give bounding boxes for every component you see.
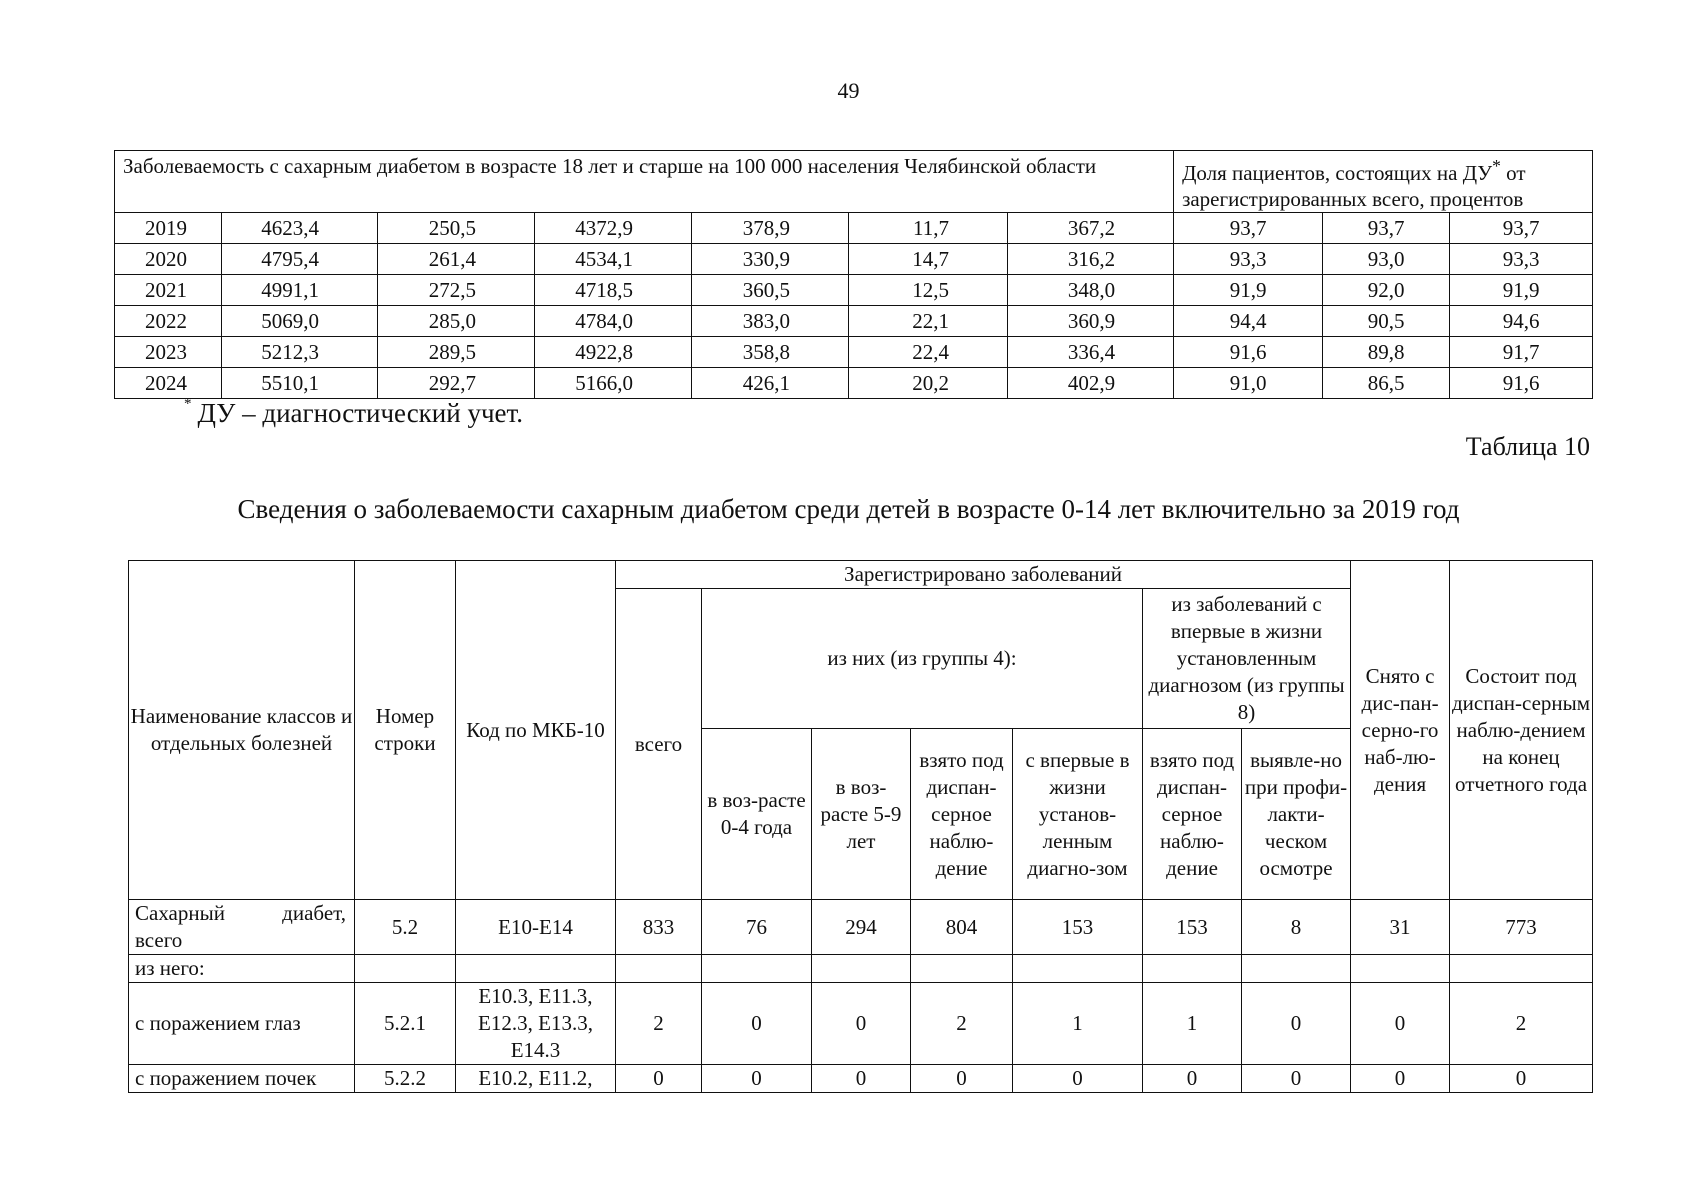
header-under-observation: Состоит под диспан-серным наблю-дением на конец отчетного года xyxy=(1450,561,1593,900)
table2-cell-c6 xyxy=(1143,955,1242,983)
table2-cell-c2: 0 xyxy=(702,1065,812,1093)
table1-cell-v5: 20,2 xyxy=(849,368,1008,399)
footnote-mark: * xyxy=(184,396,192,412)
table2-cell-c9: 2 xyxy=(1450,983,1593,1065)
page-number: 49 xyxy=(837,78,860,103)
table2-cell-c3: 0 xyxy=(812,1065,911,1093)
table2-cell-num: 5.2 xyxy=(355,900,456,955)
table1-cell-year: 2020 xyxy=(115,244,222,275)
table1-cell-v4: 426,1 xyxy=(692,368,849,399)
table2-cell-name: с поражением глаз xyxy=(129,983,355,1065)
table1-cell-p2: 86,5 xyxy=(1323,368,1450,399)
table2-cell-c1: 833 xyxy=(616,900,702,955)
table1-cell-p3: 91,7 xyxy=(1450,337,1593,368)
table1-cell-p1: 91,6 xyxy=(1174,337,1323,368)
table-label: Таблица 10 xyxy=(1465,432,1590,461)
table1-cell-v3: 4372,9 xyxy=(535,213,692,244)
table2-cell-c2 xyxy=(702,955,812,983)
header-first-time: из заболеваний с впервые в жизни установленным диагнозом (из группы 8) xyxy=(1143,589,1351,729)
table2-cell-c7 xyxy=(1242,955,1351,983)
table1-cell-v1: 4991,1 xyxy=(222,275,378,306)
table1-cell-p3: 94,6 xyxy=(1450,306,1593,337)
header-age-0-4: в воз-расте 0-4 года xyxy=(702,729,812,900)
table2-cell-c2: 76 xyxy=(702,900,812,955)
table1-cell-v4: 378,9 xyxy=(692,213,849,244)
table2-cell-c5: 1 xyxy=(1013,983,1143,1065)
table1-cell-v5: 22,4 xyxy=(849,337,1008,368)
table1-header-left: Заболеваемость с сахарным диабетом в возрасте 18 лет и старше на 100 000 населения Челябинской области xyxy=(115,151,1174,213)
table-row xyxy=(129,1065,1593,1093)
table1-cell-v2: 289,5 xyxy=(378,337,535,368)
table2-cell-c7: 8 xyxy=(1242,900,1351,955)
table1-cell-v2: 272,5 xyxy=(378,275,535,306)
table-row xyxy=(115,337,1593,368)
header-name: Наименование классов и отдельных болезней xyxy=(129,561,355,900)
table1-cell-v4: 330,9 xyxy=(692,244,849,275)
table1-cell-v6: 367,2 xyxy=(1008,213,1174,244)
table1-cell-p1: 91,9 xyxy=(1174,275,1323,306)
table1-cell-v1: 4795,4 xyxy=(222,244,378,275)
table1-cell-year: 2022 xyxy=(115,306,222,337)
table2-cell-code: E10.3, E11.3, E12.3, E13.3, E14.3 xyxy=(456,983,616,1065)
table2-cell-c4: 0 xyxy=(911,1065,1013,1093)
table2-cell-c1 xyxy=(616,955,702,983)
table2-cell-name: с поражением почек xyxy=(129,1065,355,1093)
table1-cell-p1: 91,0 xyxy=(1174,368,1323,399)
header-total: всего xyxy=(616,589,702,900)
table2-cell-c5: 0 xyxy=(1013,1065,1143,1093)
table-row xyxy=(115,306,1593,337)
table2-cell-c6: 0 xyxy=(1143,1065,1242,1093)
incidence-table xyxy=(114,150,1593,399)
table1-cell-p3: 91,9 xyxy=(1450,275,1593,306)
header-removed: Снято с дис-пан-серно-го наб-лю-дения xyxy=(1351,561,1450,900)
table2-cell-c8: 31 xyxy=(1351,900,1450,955)
children-diabetes-table xyxy=(128,560,1593,1093)
table2-cell-name: Сахарный диабет, всего xyxy=(129,900,355,955)
table1-cell-v6: 348,0 xyxy=(1008,275,1174,306)
table1-cell-p1: 94,4 xyxy=(1174,306,1323,337)
table1-cell-p2: 89,8 xyxy=(1323,337,1450,368)
table-row xyxy=(115,275,1593,306)
table2-cell-c4: 804 xyxy=(911,900,1013,955)
table2-cell-code: E10-E14 xyxy=(456,900,616,955)
table2-cell-c5 xyxy=(1013,955,1143,983)
table-row xyxy=(115,213,1593,244)
table1-cell-v5: 14,7 xyxy=(849,244,1008,275)
table2-cell-c3: 0 xyxy=(812,983,911,1065)
table2-cell-c3: 294 xyxy=(812,900,911,955)
table2-cell-c4: 2 xyxy=(911,983,1013,1065)
table1-cell-v1: 5069,0 xyxy=(222,306,378,337)
table1-cell-v5: 11,7 xyxy=(849,213,1008,244)
header-first-diagnosis: с впервые в жизни установ-ленным диагно-зом xyxy=(1013,729,1143,900)
table1-cell-v5: 12,5 xyxy=(849,275,1008,306)
table1-cell-v1: 4623,4 xyxy=(222,213,378,244)
table2-cell-num xyxy=(355,955,456,983)
table2-cell-c8: 0 xyxy=(1351,983,1450,1065)
header-of-them: из них (из группы 4): xyxy=(702,589,1143,729)
table2-cell-c8 xyxy=(1351,955,1450,983)
table1-cell-v4: 360,5 xyxy=(692,275,849,306)
table2-cell-c1: 2 xyxy=(616,983,702,1065)
table2-cell-c4 xyxy=(911,955,1013,983)
table2-cell-c7: 0 xyxy=(1242,1065,1351,1093)
table2-cell-c1: 0 xyxy=(616,1065,702,1093)
table2-cell-num: 5.2.2 xyxy=(355,1065,456,1093)
table1-cell-p3: 91,6 xyxy=(1450,368,1593,399)
table2-cell-c6: 153 xyxy=(1143,900,1242,955)
header-disp: взято под диспан-серное наблю-дение xyxy=(911,729,1013,900)
table-row xyxy=(115,368,1593,399)
footnote xyxy=(184,398,523,429)
table1-cell-v2: 292,7 xyxy=(378,368,535,399)
table2-cell-c5: 153 xyxy=(1013,900,1143,955)
table-row xyxy=(129,983,1593,1065)
table1-cell-v4: 358,8 xyxy=(692,337,849,368)
table1-header-right: Доля пациентов, состоящих на ДУ* от зарегистрированных всего, процентов xyxy=(1174,151,1593,213)
footnote-text: ДУ – диагностический учет. xyxy=(197,398,524,428)
table-row xyxy=(129,955,1593,983)
table1-cell-v3: 4534,1 xyxy=(535,244,692,275)
table2-cell-c9: 0 xyxy=(1450,1065,1593,1093)
table2-cell-name: из него: xyxy=(129,955,355,983)
table1-cell-v2: 250,5 xyxy=(378,213,535,244)
header-prophylactic: выявле-но при профи-лакти-ческом осмотре xyxy=(1242,729,1351,900)
table2-cell-code: E10.2, E11.2, xyxy=(456,1065,616,1093)
header-age-5-9: в воз-расте 5-9 лет xyxy=(812,729,911,900)
table1-cell-year: 2019 xyxy=(115,213,222,244)
table1-cell-v4: 383,0 xyxy=(692,306,849,337)
table1-cell-year: 2023 xyxy=(115,337,222,368)
table2-cell-c3 xyxy=(812,955,911,983)
table-row xyxy=(115,244,1593,275)
table1-cell-year: 2024 xyxy=(115,368,222,399)
table1-cell-v2: 261,4 xyxy=(378,244,535,275)
table2-cell-c9: 773 xyxy=(1450,900,1593,955)
table1-cell-v6: 316,2 xyxy=(1008,244,1174,275)
table1-cell-v6: 336,4 xyxy=(1008,337,1174,368)
table1-cell-v3: 5166,0 xyxy=(535,368,692,399)
table1-cell-p2: 92,0 xyxy=(1323,275,1450,306)
table1-cell-year: 2021 xyxy=(115,275,222,306)
table1-cell-p2: 93,0 xyxy=(1323,244,1450,275)
table2-cell-c2: 0 xyxy=(702,983,812,1065)
table1-cell-v1: 5510,1 xyxy=(222,368,378,399)
table1-cell-p1: 93,3 xyxy=(1174,244,1323,275)
table1-cell-p3: 93,3 xyxy=(1450,244,1593,275)
header-registered: Зарегистрировано заболеваний xyxy=(616,561,1351,589)
table1-cell-v6: 402,9 xyxy=(1008,368,1174,399)
table1-cell-v3: 4718,5 xyxy=(535,275,692,306)
table1-cell-p3: 93,7 xyxy=(1450,213,1593,244)
table2-cell-c9 xyxy=(1450,955,1593,983)
table1-cell-v6: 360,9 xyxy=(1008,306,1174,337)
table1-cell-v3: 4922,8 xyxy=(535,337,692,368)
header-disp-2: взято под диспан-серное наблю-дение xyxy=(1143,729,1242,900)
table2-cell-code xyxy=(456,955,616,983)
header-row-number: Номер строки xyxy=(355,561,456,900)
header-code: Код по МКБ-10 xyxy=(456,561,616,900)
table2-cell-c7: 0 xyxy=(1242,983,1351,1065)
table1-cell-v1: 5212,3 xyxy=(222,337,378,368)
table2-cell-num: 5.2.1 xyxy=(355,983,456,1065)
table1-cell-p1: 93,7 xyxy=(1174,213,1323,244)
table2-cell-c8: 0 xyxy=(1351,1065,1450,1093)
table2-cell-c6: 1 xyxy=(1143,983,1242,1065)
table1-cell-p2: 93,7 xyxy=(1323,213,1450,244)
table1-cell-v3: 4784,0 xyxy=(535,306,692,337)
table-title: Сведения о заболеваемости сахарным диабетом среди детей в возрасте 0-14 лет включительно за 2019 год xyxy=(237,494,1460,524)
table-row xyxy=(129,900,1593,955)
table1-cell-v2: 285,0 xyxy=(378,306,535,337)
table1-cell-p2: 90,5 xyxy=(1323,306,1450,337)
table1-cell-v5: 22,1 xyxy=(849,306,1008,337)
